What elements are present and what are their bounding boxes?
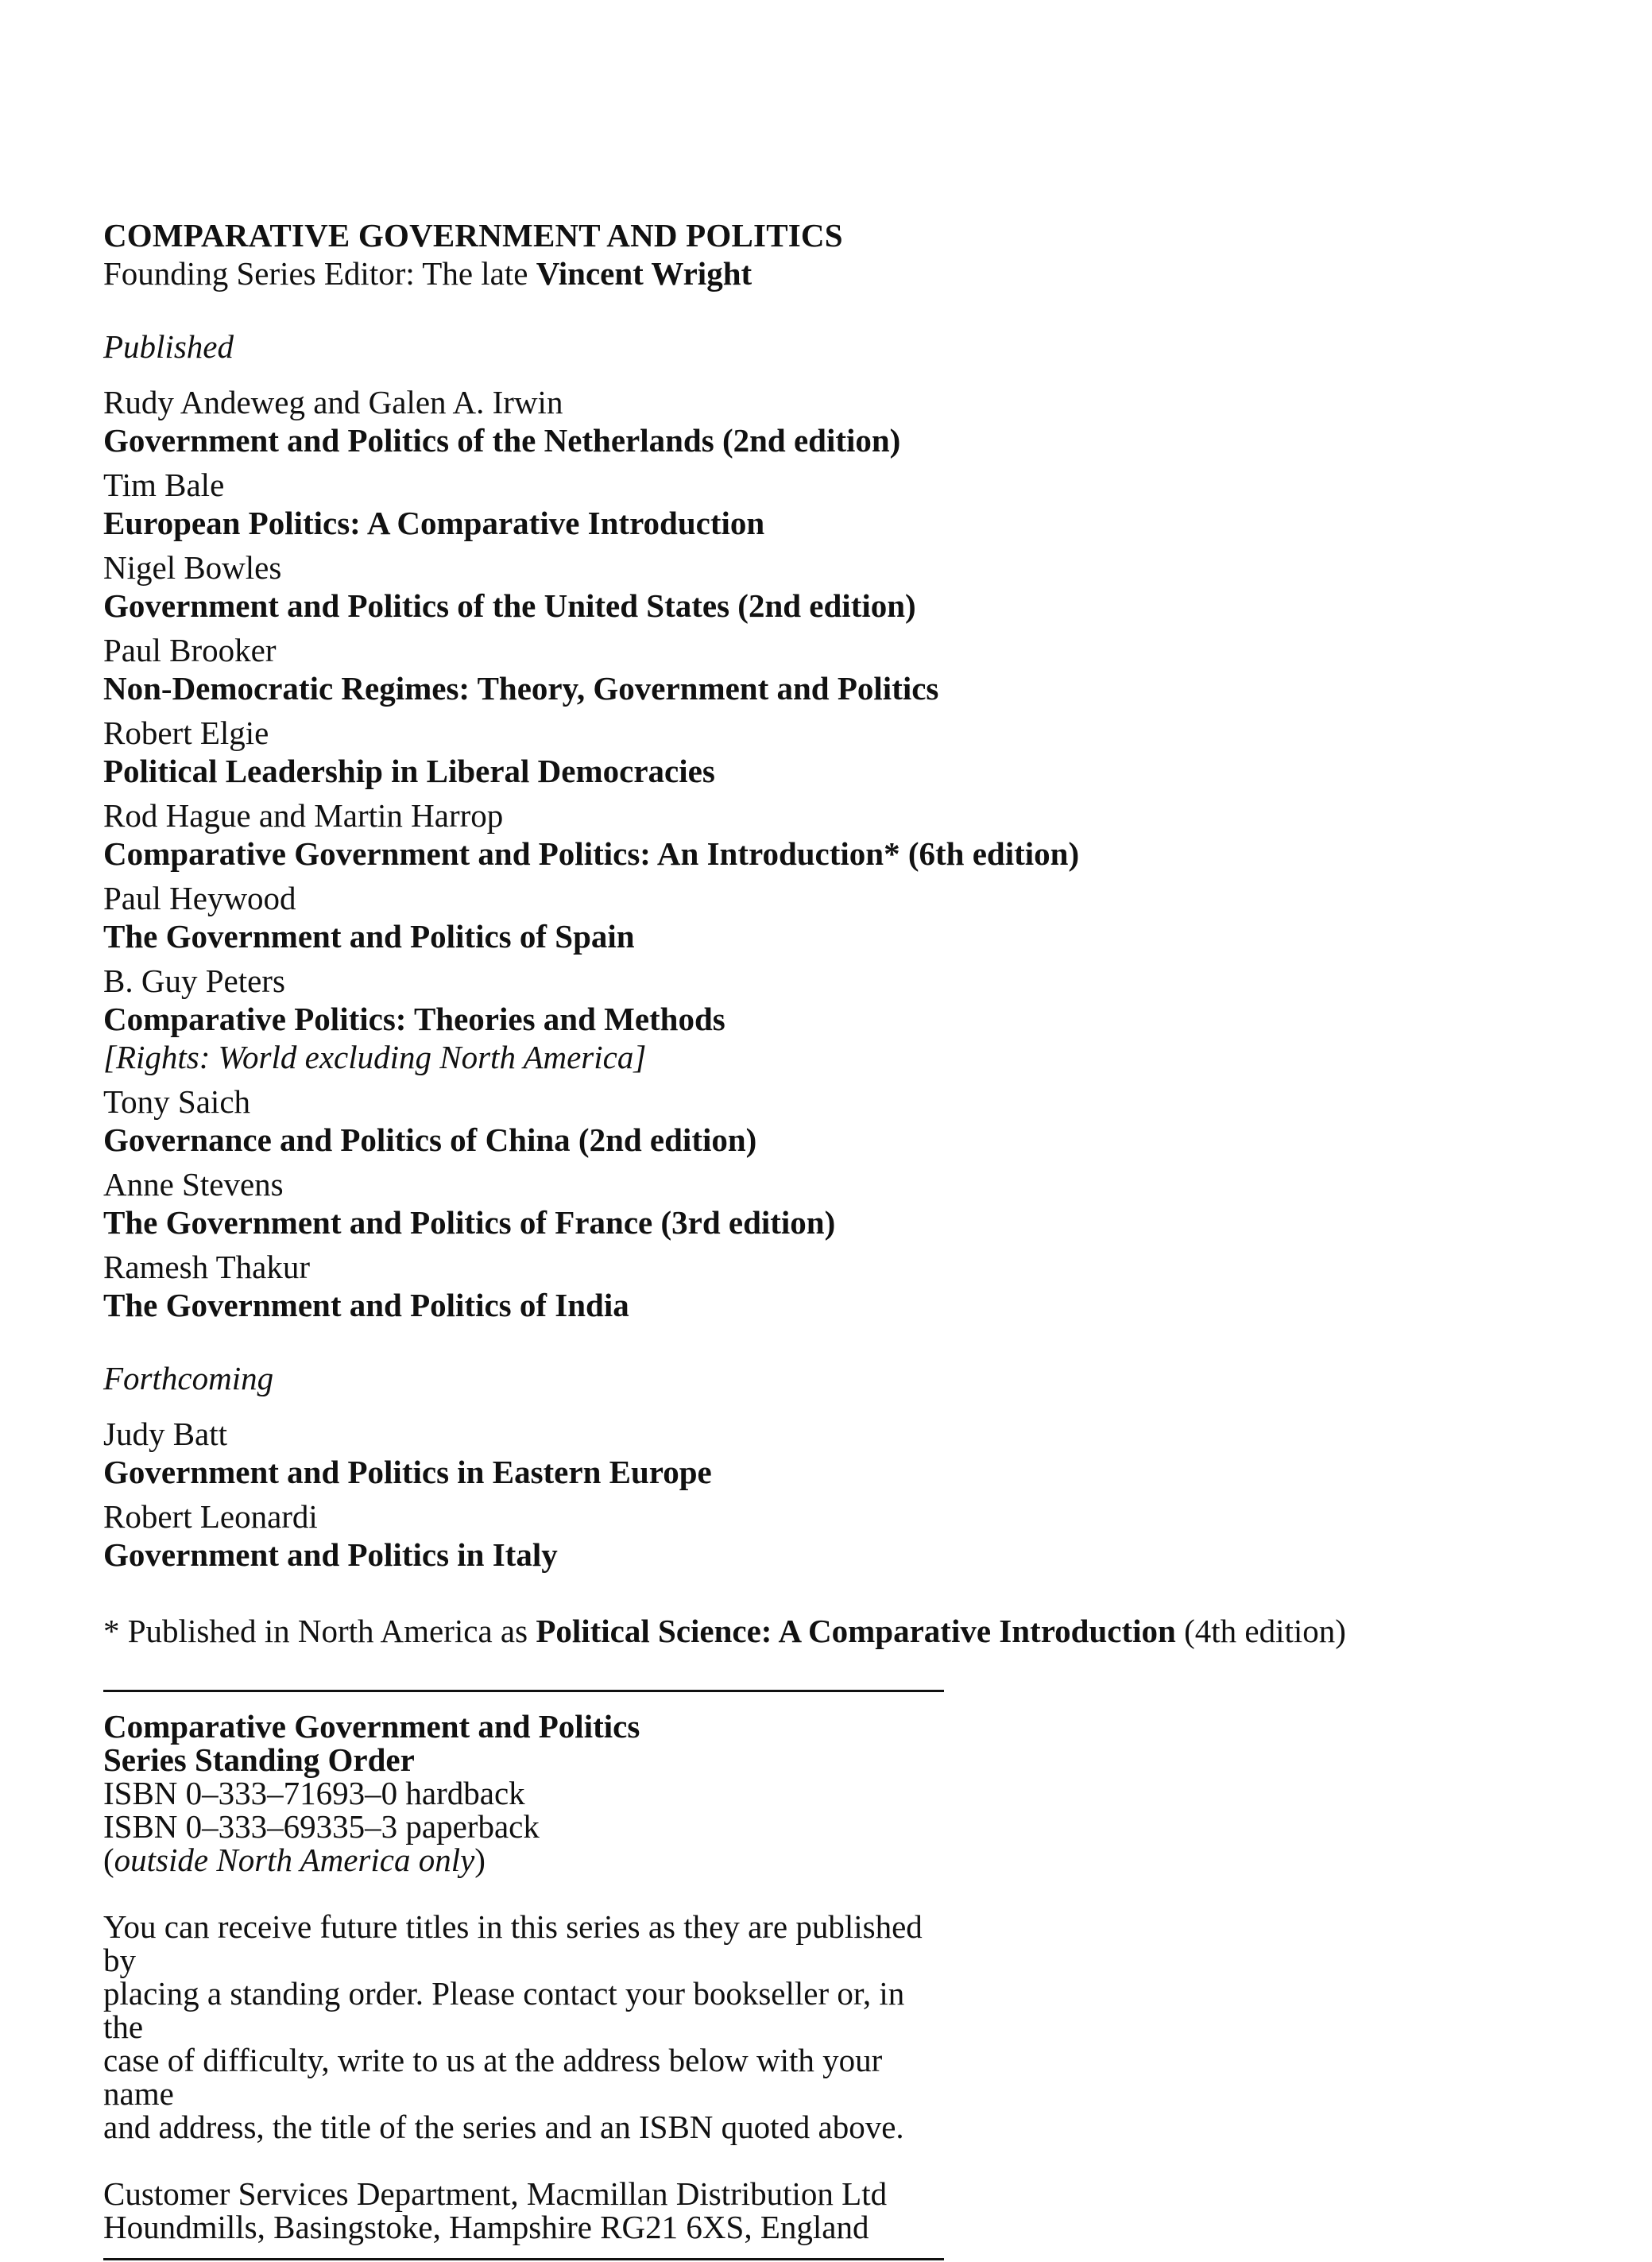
author: Nigel Bowles — [103, 549, 282, 586]
series-editor-line — [103, 254, 1581, 292]
author: Rudy Andeweg and Galen A. Irwin — [103, 384, 563, 420]
published-entry — [103, 1165, 1581, 1241]
author: Paul Brooker — [103, 632, 277, 668]
footnote-title: Political Science: A Comparative Introduction — [536, 1613, 1176, 1649]
published-entry — [103, 879, 1581, 955]
book-title: Non-Democratic Regimes: Theory, Government and Politics — [103, 670, 939, 707]
book-title: The Government and Politics of India — [103, 1287, 629, 1323]
address-line: Houndmills, Basingstoke, Hampshire RG21 6XS, England — [103, 2209, 869, 2245]
paragraph-line: and address, the title of the series and an ISBN quoted above. — [103, 2109, 904, 2145]
forthcoming-entry — [103, 1497, 1581, 1574]
author: Tim Bale — [103, 467, 225, 503]
paragraph-line: case of difficulty, write to us at the address below with your name — [103, 2042, 883, 2112]
published-entry — [103, 548, 1581, 625]
author: Robert Elgie — [103, 715, 269, 751]
series-page — [103, 216, 1581, 2260]
author: B. Guy Peters — [103, 963, 285, 999]
footnote — [103, 1612, 1581, 1650]
book-title: The Government and Politics of France (3rd edition) — [103, 1204, 836, 1241]
book-title: Governance and Politics of China (2nd edition) — [103, 1121, 757, 1158]
forthcoming-list — [103, 1415, 1581, 1574]
published-entry — [103, 962, 1581, 1076]
standing-order-series: Comparative Government and Politics — [103, 1708, 640, 1745]
book-title: European Politics: A Comparative Introduction — [103, 505, 765, 541]
author: Judy Batt — [103, 1416, 228, 1452]
isbn-hardback: ISBN 0–333–71693–0 hardback — [103, 1775, 525, 1811]
standing-order-heading: Series Standing Order — [103, 1741, 415, 1778]
published-entry — [103, 631, 1581, 707]
customer-services-address — [103, 2177, 944, 2244]
book-title: Government and Politics of the United States (2nd edition) — [103, 587, 916, 624]
standing-order-box — [103, 1690, 944, 2260]
rights-note: [Rights: World excluding North America] — [103, 1039, 647, 1075]
book-title: Government and Politics in Italy — [103, 1536, 558, 1573]
author: Robert Leonardi — [103, 1498, 318, 1535]
region-text: outside North America only — [114, 1842, 475, 1878]
published-heading: Published — [103, 328, 234, 365]
book-title: The Government and Politics of Spain — [103, 918, 635, 955]
published-entry — [103, 1248, 1581, 1324]
book-title: Comparative Government and Politics: An Introduction* (6th edition) — [103, 835, 1080, 872]
editor-prefix: Founding Series Editor: The late — [103, 255, 536, 292]
paragraph-line: placing a standing order. Please contact your bookseller or, in the — [103, 1975, 905, 2045]
published-entry — [103, 796, 1581, 873]
published-entry — [103, 383, 1581, 459]
book-title: Government and Politics in Eastern Europe — [103, 1454, 712, 1490]
published-list — [103, 383, 1581, 1324]
author: Ramesh Thakur — [103, 1249, 310, 1285]
isbn-paperback: ISBN 0–333–69335–3 paperback — [103, 1808, 540, 1845]
published-entry — [103, 714, 1581, 790]
region-note — [103, 1843, 944, 1877]
footnote-prefix: * Published in North America as — [103, 1613, 536, 1649]
address-line: Customer Services Department, Macmillan Distribution Ltd — [103, 2175, 888, 2212]
author: Tony Saich — [103, 1083, 251, 1120]
editor-name: Vincent Wright — [536, 255, 752, 292]
published-entry — [103, 1083, 1581, 1159]
book-title: Comparative Politics: Theories and Methods — [103, 1001, 725, 1037]
standing-order-paragraph — [103, 1910, 944, 2144]
region-open: ( — [103, 1842, 114, 1878]
footnote-suffix: (4th edition) — [1175, 1613, 1346, 1649]
forthcoming-entry — [103, 1415, 1581, 1491]
book-title: Political Leadership in Liberal Democracies — [103, 753, 715, 789]
author: Paul Heywood — [103, 880, 296, 916]
published-entry — [103, 466, 1581, 542]
forthcoming-heading: Forthcoming — [103, 1360, 274, 1396]
author: Rod Hague and Martin Harrop — [103, 797, 504, 834]
author: Anne Stevens — [103, 1166, 284, 1203]
paragraph-line: You can receive future titles in this series as they are published by — [103, 1908, 923, 1978]
series-title: COMPARATIVE GOVERNMENT AND POLITICS — [103, 217, 843, 254]
book-title: Government and Politics of the Netherlands (2nd edition) — [103, 422, 901, 459]
region-close: ) — [474, 1842, 486, 1878]
